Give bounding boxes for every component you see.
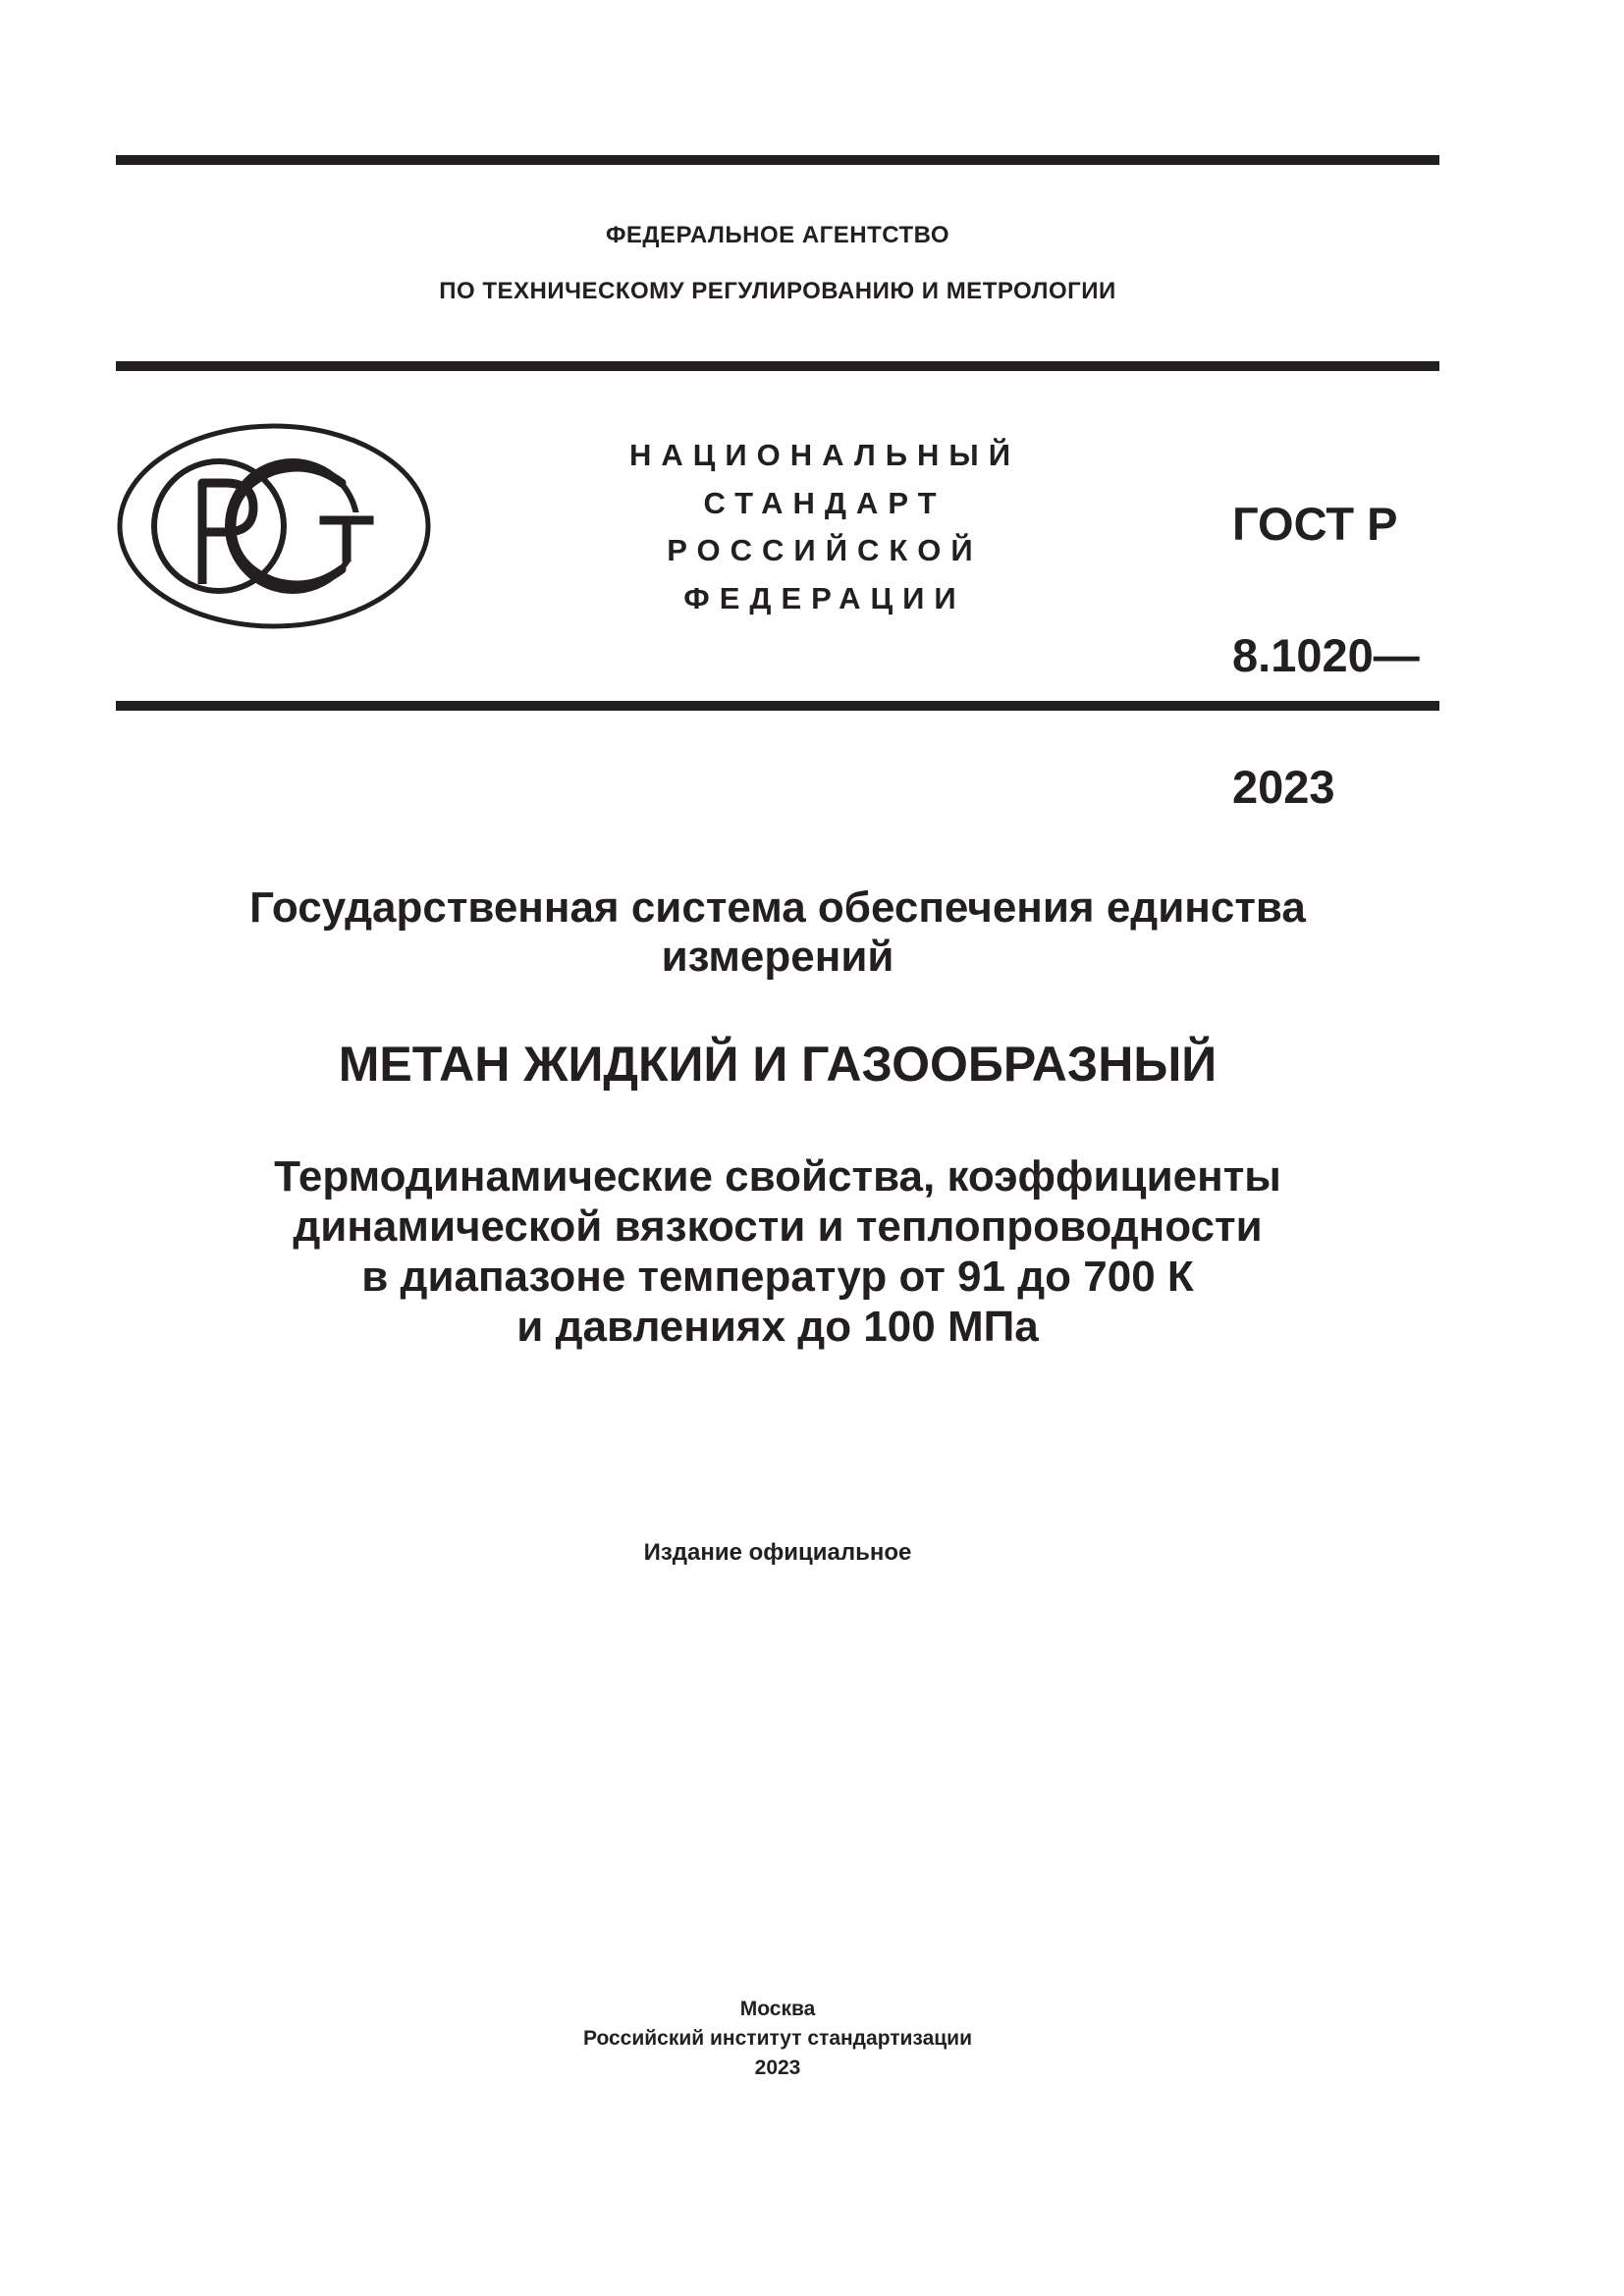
standard-designation	[1232, 425, 1420, 885]
subtitle	[116, 1151, 1439, 1352]
top-rule	[116, 155, 1439, 165]
imprint-publisher: Российский институт стандартизации	[582, 2027, 973, 2050]
series-title	[116, 883, 1439, 982]
subtitle-line: в диапазоне температур от 91 до 700 К	[361, 1253, 1194, 1301]
series-title-line: измерений	[661, 933, 894, 981]
subtitle-line: и давлениях до 100 МПа	[516, 1303, 1039, 1351]
agency-name-line2: ПО ТЕХНИЧЕСКОМУ РЕГУЛИРОВАНИЮ И МЕТРОЛОГИИ	[439, 278, 1116, 304]
national-line: ФЕДЕРАЦИИ	[683, 580, 966, 615]
national-standard-label	[579, 432, 1070, 622]
national-line: СТАНДАРТ	[703, 485, 947, 520]
national-line: РОССИЙСКОЙ	[667, 533, 983, 567]
subtitle-line: Термодинамические свойства, коэффициенты	[274, 1152, 1281, 1201]
designation-line: 2023	[1232, 761, 1335, 813]
edition-note: Издание официальное	[643, 1539, 912, 1566]
designation-line: 8.1020—	[1232, 629, 1420, 681]
agency-name-line1: ФЕДЕРАЛЬНОЕ АГЕНТСТВО	[605, 222, 950, 248]
imprint-year: 2023	[754, 2056, 801, 2079]
rst-gost-mark-icon	[116, 422, 432, 630]
subtitle-line: динамической вязкости и теплопроводности	[293, 1202, 1263, 1251]
header-rule	[116, 361, 1439, 371]
imprint-city: Москва	[739, 1998, 816, 2020]
series-title-line: Государственная система обеспечения единства	[249, 883, 1306, 932]
imprint	[116, 1995, 1439, 2083]
national-line: НАЦИОНАЛЬНЫЙ	[628, 438, 1021, 472]
designation-line: ГОСТ Р	[1232, 498, 1398, 550]
main-title: МЕТАН ЖИДКИЙ И ГАЗООБРАЗНЫЙ	[338, 1037, 1218, 1092]
designation-rule	[116, 701, 1439, 711]
